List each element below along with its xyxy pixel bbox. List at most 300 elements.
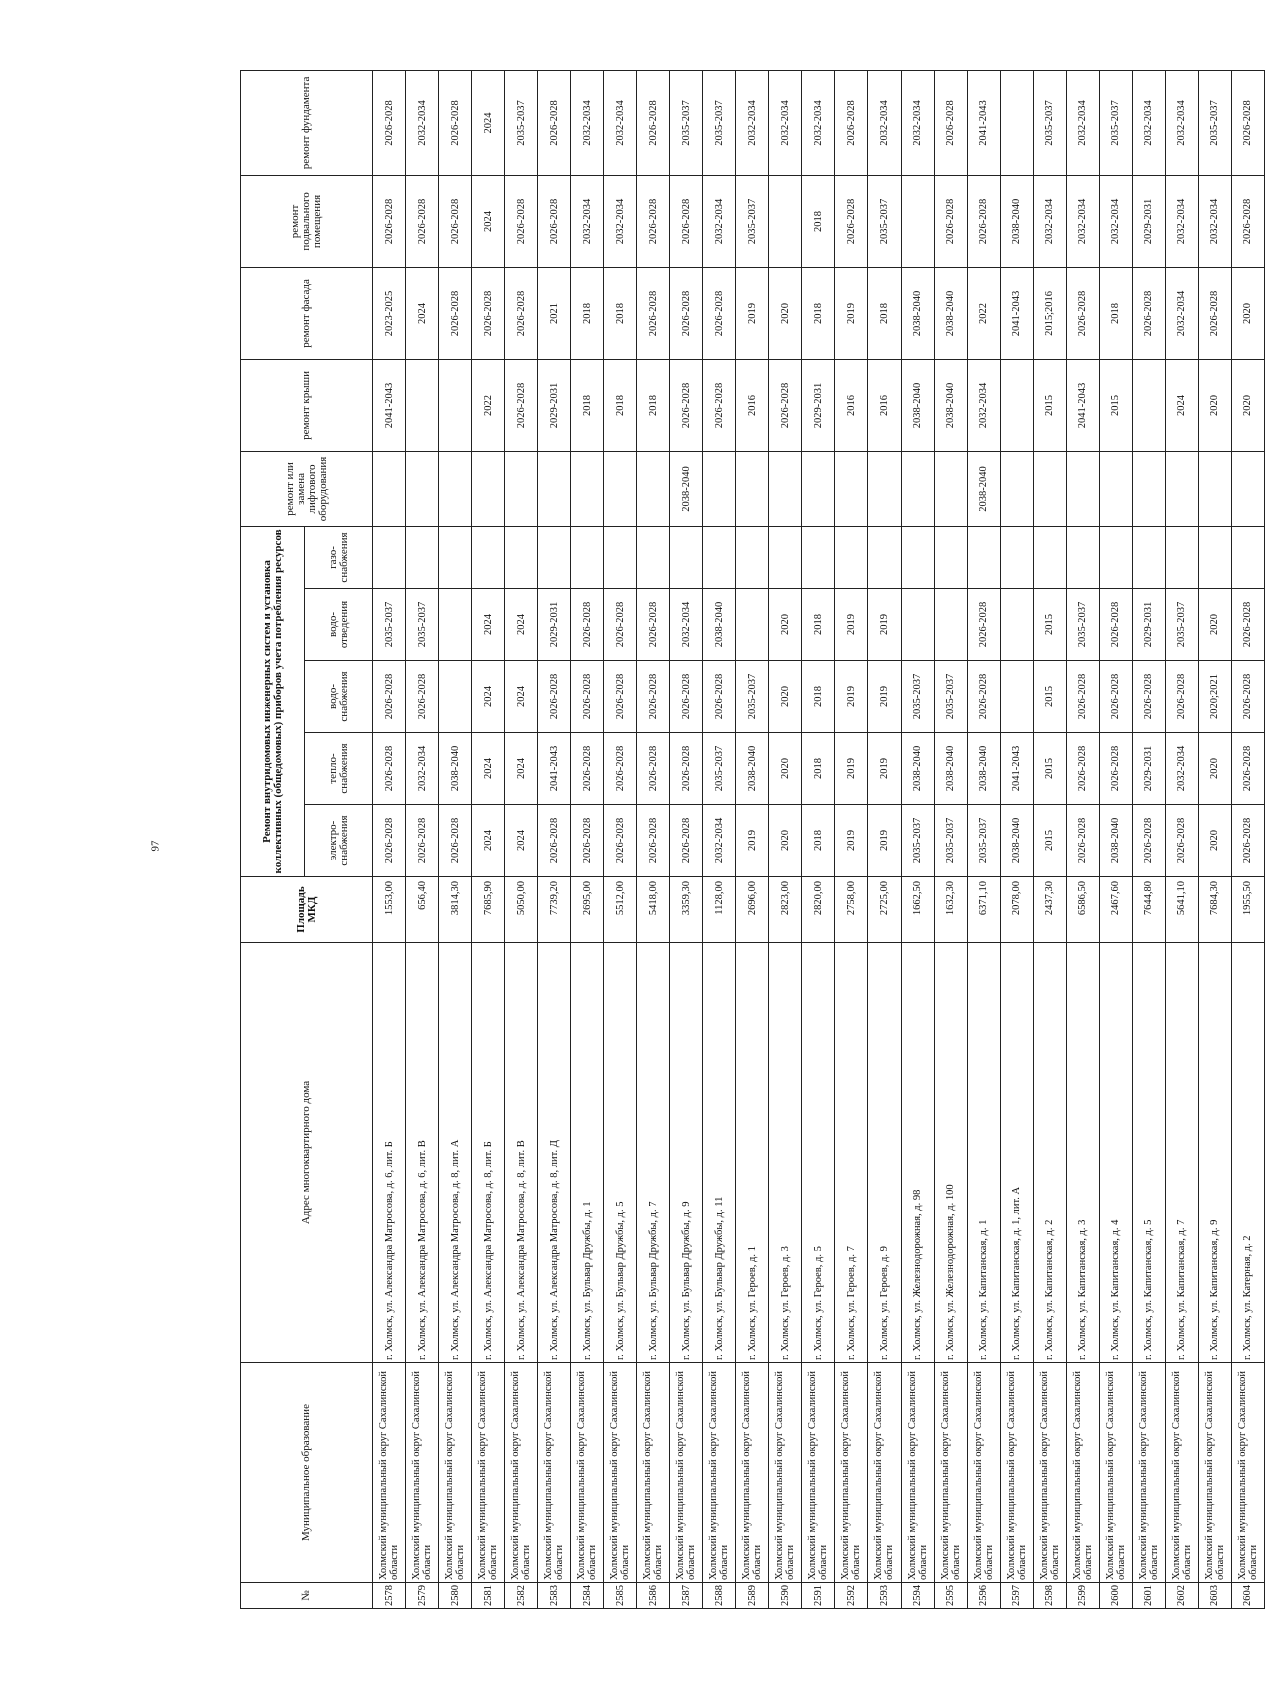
water-supply-cell: 2026-2028 [571,661,604,733]
table-row [670,70,703,1608]
roof-cell [1132,359,1165,451]
basement-cell: 2032-2034 [1033,175,1066,267]
heat-cell: 2038-2040 [439,733,472,805]
water-supply-cell: 2020 [769,661,802,733]
water-drain-cell: 2035-2037 [406,589,439,661]
water-supply-cell: 2035-2037 [901,661,934,733]
table-row [967,70,1000,1608]
area-cell: 5050,00 [505,877,538,943]
row-number: 2579 [406,1583,439,1609]
elevator-cell [373,451,406,526]
elevator-cell [1000,451,1033,526]
gas-cell [472,526,505,588]
foundation-cell: 2032-2034 [901,70,934,175]
header-water-supply: водо-снабжения [305,661,373,733]
water-drain-cell: 2035-2037 [1165,589,1198,661]
gas-cell [769,526,802,588]
gas-cell [1165,526,1198,588]
row-number: 2588 [703,1583,736,1609]
area-cell: 1662,50 [901,877,934,943]
table-row [802,70,835,1608]
basement-cell: 2026-2028 [1231,175,1264,267]
address-cell: г. Холмск, ул. Капитанская, д. 1, лит. А [1000,943,1033,1363]
electro-cell: 2032-2034 [703,805,736,877]
row-number: 2578 [373,1583,406,1609]
heat-cell: 2019 [835,733,868,805]
elevator-cell [802,451,835,526]
repair-schedule-table [240,70,1265,1609]
facade-cell: 2026-2028 [1132,267,1165,359]
basement-cell: 2035-2037 [868,175,901,267]
water-supply-cell: 2026-2028 [703,661,736,733]
facade-cell: 2023-2025 [373,267,406,359]
heat-cell: 2026-2028 [670,733,703,805]
water-supply-cell: 2026-2028 [670,661,703,733]
water-supply-cell: 2035-2037 [934,661,967,733]
area-cell: 1553,00 [373,877,406,943]
water-drain-cell [439,589,472,661]
water-supply-cell: 2026-2028 [1231,661,1264,733]
basement-cell: 2026-2028 [505,175,538,267]
municipality-cell: Холмский муниципальный округ Сахалинской области [1033,1363,1066,1583]
water-supply-cell: 2026-2028 [637,661,670,733]
facade-cell: 2020 [1231,267,1264,359]
gas-cell [1231,526,1264,588]
row-number: 2597 [1000,1583,1033,1609]
heat-cell: 2041-2043 [538,733,571,805]
roof-cell: 2026-2028 [769,359,802,451]
elevator-cell: 2038-2040 [670,451,703,526]
basement-cell: 2026-2028 [538,175,571,267]
row-number: 2589 [736,1583,769,1609]
foundation-cell: 2032-2034 [604,70,637,175]
table-row [604,70,637,1608]
table-row [439,70,472,1608]
water-drain-cell: 2032-2034 [670,589,703,661]
header-area: Площадь МКД [241,877,373,943]
address-cell: г. Холмск, ул. Капитанская, д. 1 [967,943,1000,1363]
foundation-cell: 2032-2034 [868,70,901,175]
water-drain-cell: 2018 [802,589,835,661]
rotated-table-container [240,76,1265,1609]
municipality-cell: Холмский муниципальный округ Сахалинской области [472,1363,505,1583]
elevator-cell [1198,451,1231,526]
electro-cell: 2020 [1198,805,1231,877]
basement-cell: 2032-2034 [1099,175,1132,267]
address-cell: г. Холмск, ул. Капитанская, д. 3 [1066,943,1099,1363]
water-supply-cell: 2026-2028 [373,661,406,733]
heat-cell: 2026-2028 [373,733,406,805]
area-cell: 6586,50 [1066,877,1099,943]
electro-cell: 2035-2037 [934,805,967,877]
table-row [1033,70,1066,1608]
table-row [736,70,769,1608]
electro-cell: 2026-2028 [1231,805,1264,877]
water-drain-cell [1000,589,1033,661]
heat-cell: 2026-2028 [637,733,670,805]
water-supply-cell: 2018 [802,661,835,733]
facade-cell: 2032-2034 [1165,267,1198,359]
header-municipality: Муниципальное образование [241,1363,373,1583]
electro-cell: 2026-2028 [571,805,604,877]
municipality-cell: Холмский муниципальный округ Сахалинской области [967,1363,1000,1583]
electro-cell: 2038-2040 [1099,805,1132,877]
water-drain-cell: 2024 [472,589,505,661]
elevator-cell [835,451,868,526]
gas-cell [868,526,901,588]
water-supply-cell: 2026-2028 [1099,661,1132,733]
roof-cell: 2015 [1033,359,1066,451]
foundation-cell: 2032-2034 [769,70,802,175]
area-cell: 2725,00 [868,877,901,943]
row-number: 2599 [1066,1583,1099,1609]
basement-cell: 2026-2028 [373,175,406,267]
table-row [1165,70,1198,1608]
basement-cell: 2018 [802,175,835,267]
municipality-cell: Холмский муниципальный округ Сахалинской области [703,1363,736,1583]
water-drain-cell: 2038-2040 [703,589,736,661]
address-cell: г. Холмск, ул. Капитанская, д. 7 [1165,943,1198,1363]
gas-cell [1066,526,1099,588]
facade-cell: 2024 [406,267,439,359]
table-row [703,70,736,1608]
electro-cell: 2019 [835,805,868,877]
elevator-cell [769,451,802,526]
header-gas: газо-снабжения [305,526,373,588]
water-supply-cell: 2026-2028 [604,661,637,733]
header-num: № [241,1583,373,1609]
basement-cell: 2032-2034 [604,175,637,267]
roof-cell: 2026-2028 [670,359,703,451]
roof-cell: 2038-2040 [934,359,967,451]
municipality-cell: Холмский муниципальный округ Сахалинской области [835,1363,868,1583]
heat-cell: 2018 [802,733,835,805]
heat-cell: 2038-2040 [967,733,1000,805]
facade-cell: 2022 [967,267,1000,359]
foundation-cell: 2026-2028 [934,70,967,175]
water-drain-cell: 2035-2037 [373,589,406,661]
foundation-cell: 2026-2028 [538,70,571,175]
facade-cell: 2015;2016 [1033,267,1066,359]
elevator-cell [604,451,637,526]
elevator-cell [406,451,439,526]
gas-cell [439,526,472,588]
area-cell: 5512,00 [604,877,637,943]
heat-cell: 2029-2031 [1132,733,1165,805]
roof-cell: 2018 [637,359,670,451]
water-drain-cell: 2035-2037 [1066,589,1099,661]
water-drain-cell: 2020 [1198,589,1231,661]
address-cell: г. Холмск, ул. Александра Матросова, д. 8, лит. А [439,943,472,1363]
table-row [868,70,901,1608]
roof-cell [406,359,439,451]
facade-cell: 2026-2028 [439,267,472,359]
municipality-cell: Холмский муниципальный округ Сахалинской области [1132,1363,1165,1583]
table-row [472,70,505,1608]
heat-cell: 2020 [1198,733,1231,805]
roof-cell: 2022 [472,359,505,451]
foundation-cell: 2035-2037 [1198,70,1231,175]
elevator-cell [934,451,967,526]
area-cell: 2820,00 [802,877,835,943]
basement-cell: 2029-2031 [1132,175,1165,267]
municipality-cell: Холмский муниципальный округ Сахалинской области [406,1363,439,1583]
foundation-cell: 2026-2028 [637,70,670,175]
elevator-cell [868,451,901,526]
basement-cell [901,175,934,267]
foundation-cell: 2035-2037 [670,70,703,175]
header-basement: ремонт подвального помещения [241,175,373,267]
table-row [1132,70,1165,1608]
foundation-cell: 2032-2034 [1165,70,1198,175]
electro-cell: 2019 [736,805,769,877]
heat-cell: 2026-2028 [1066,733,1099,805]
water-drain-cell: 2026-2028 [1099,589,1132,661]
electro-cell: 2026-2028 [1165,805,1198,877]
roof-cell: 2018 [604,359,637,451]
address-cell: г. Холмск, ул. Капитанская, д. 4 [1099,943,1132,1363]
address-cell: г. Холмск, ул. Катерная, д. 2 [1231,943,1264,1363]
electro-cell: 2026-2028 [373,805,406,877]
roof-cell: 2020 [1198,359,1231,451]
municipality-cell: Холмский муниципальный округ Сахалинской области [1000,1363,1033,1583]
facade-cell: 2026-2028 [670,267,703,359]
municipality-cell: Холмский муниципальный округ Сахалинской области [934,1363,967,1583]
address-cell: г. Холмск, ул. Александра Матросова, д. 6, лит. Б [373,943,406,1363]
water-supply-cell: 2026-2028 [1132,661,1165,733]
municipality-cell: Холмский муниципальный округ Сахалинской области [538,1363,571,1583]
row-number: 2581 [472,1583,505,1609]
roof-cell: 2026-2028 [505,359,538,451]
heat-cell: 2026-2028 [571,733,604,805]
water-supply-cell: 2015 [1033,661,1066,733]
elevator-cell [505,451,538,526]
electro-cell: 2026-2028 [1132,805,1165,877]
basement-cell: 2026-2028 [967,175,1000,267]
header-water-drain: водо-отведения [305,589,373,661]
basement-cell: 2026-2028 [637,175,670,267]
roof-cell: 2018 [571,359,604,451]
electro-cell: 2026-2028 [406,805,439,877]
water-drain-cell: 2026-2028 [571,589,604,661]
roof-cell: 2015 [1099,359,1132,451]
header-electro: электро-снабжения [305,805,373,877]
address-cell: г. Холмск, ул. Бульвар Дружбы, д. 7 [637,943,670,1363]
elevator-cell [1132,451,1165,526]
gas-cell [505,526,538,588]
water-supply-cell: 2024 [505,661,538,733]
electro-cell: 2026-2028 [670,805,703,877]
municipality-cell: Холмский муниципальный округ Сахалинской области [802,1363,835,1583]
roof-cell: 2029-2031 [538,359,571,451]
water-supply-cell: 2035-2037 [736,661,769,733]
heat-cell: 2019 [868,733,901,805]
water-drain-cell [934,589,967,661]
electro-cell: 2026-2028 [439,805,472,877]
basement-cell: 2032-2034 [1066,175,1099,267]
area-cell: 7685,90 [472,877,505,943]
water-supply-cell: 2026-2028 [967,661,1000,733]
basement-cell [769,175,802,267]
row-number: 2603 [1198,1583,1231,1609]
roof-cell: 2016 [868,359,901,451]
water-drain-cell: 2026-2028 [1231,589,1264,661]
water-drain-cell: 2015 [1033,589,1066,661]
table-row [1000,70,1033,1608]
row-number: 2584 [571,1583,604,1609]
water-supply-cell: 2026-2028 [1165,661,1198,733]
water-drain-cell: 2024 [505,589,538,661]
water-supply-cell [1000,661,1033,733]
row-number: 2596 [967,1583,1000,1609]
elevator-cell [703,451,736,526]
table-row [835,70,868,1608]
heat-cell: 2026-2028 [1099,733,1132,805]
facade-cell: 2019 [736,267,769,359]
water-drain-cell: 2019 [868,589,901,661]
area-cell: 1955,50 [1231,877,1264,943]
address-cell: г. Холмск, ул. Бульвар Дружбы, д. 5 [604,943,637,1363]
gas-cell [1000,526,1033,588]
facade-cell: 2038-2040 [934,267,967,359]
heat-cell: 2038-2040 [934,733,967,805]
foundation-cell: 2024 [472,70,505,175]
row-number: 2591 [802,1583,835,1609]
heat-cell: 2032-2034 [406,733,439,805]
address-cell: г. Холмск, ул. Бульвар Дружбы, д. 1 [571,943,604,1363]
basement-cell: 2032-2034 [703,175,736,267]
foundation-cell: 2032-2034 [736,70,769,175]
area-cell: 2695,00 [571,877,604,943]
roof-cell: 2038-2040 [901,359,934,451]
facade-cell: 2026-2028 [1198,267,1231,359]
foundation-cell: 2026-2028 [439,70,472,175]
water-supply-cell: 2019 [835,661,868,733]
water-drain-cell: 2020 [769,589,802,661]
address-cell: г. Холмск, ул. Александра Матросова, д. 8, лит. Д [538,943,571,1363]
table-row [373,70,406,1608]
foundation-cell: 2035-2037 [1099,70,1132,175]
water-drain-cell: 2026-2028 [637,589,670,661]
facade-cell: 2021 [538,267,571,359]
facade-cell: 2026-2028 [703,267,736,359]
gas-cell [802,526,835,588]
municipality-cell: Холмский муниципальный округ Сахалинской области [373,1363,406,1583]
foundation-cell: 2035-2037 [703,70,736,175]
gas-cell [1099,526,1132,588]
municipality-cell: Холмский муниципальный округ Сахалинской области [1231,1363,1264,1583]
basement-cell: 2024 [472,175,505,267]
basement-cell: 2038-2040 [1000,175,1033,267]
foundation-cell: 2035-2037 [505,70,538,175]
roof-cell: 2024 [1165,359,1198,451]
basement-cell: 2035-2037 [736,175,769,267]
foundation-cell: 2035-2037 [1033,70,1066,175]
elevator-cell [571,451,604,526]
foundation-cell: 2026-2028 [1231,70,1264,175]
electro-cell: 2035-2037 [967,805,1000,877]
facade-cell: 2019 [835,267,868,359]
gas-cell [571,526,604,588]
municipality-cell: Холмский муниципальный округ Сахалинской области [736,1363,769,1583]
gas-cell [835,526,868,588]
foundation-cell: 2041-2043 [967,70,1000,175]
page-number: 97 [149,840,162,852]
row-number: 2582 [505,1583,538,1609]
address-cell: г. Холмск, ул. Капитанская, д. 5 [1132,943,1165,1363]
address-cell: г. Холмск, ул. Бульвар Дружбы, д. 11 [703,943,736,1363]
gas-cell [538,526,571,588]
municipality-cell: Холмский муниципальный округ Сахалинской области [571,1363,604,1583]
heat-cell: 2032-2034 [1165,733,1198,805]
water-drain-cell: 2019 [835,589,868,661]
basement-cell: 2032-2034 [1198,175,1231,267]
area-cell: 2696,00 [736,877,769,943]
water-supply-cell [439,661,472,733]
elevator-cell [1033,451,1066,526]
electro-cell: 2026-2028 [604,805,637,877]
municipality-cell: Холмский муниципальный округ Сахалинской области [505,1363,538,1583]
water-drain-cell [736,589,769,661]
elevator-cell [439,451,472,526]
table-row [1198,70,1231,1608]
heat-cell: 2038-2040 [901,733,934,805]
heat-cell: 2020 [769,733,802,805]
water-drain-cell: 2026-2028 [604,589,637,661]
area-cell: 2823,00 [769,877,802,943]
water-drain-cell: 2029-2031 [1132,589,1165,661]
elevator-cell [1231,451,1264,526]
header-address: Адрес многоквартирного дома [241,943,373,1363]
elevator-cell [901,451,934,526]
row-number: 2590 [769,1583,802,1609]
address-cell: г. Холмск, ул. Железнодорожная, д. 100 [934,943,967,1363]
gas-cell [604,526,637,588]
row-number: 2595 [934,1583,967,1609]
row-number: 2587 [670,1583,703,1609]
row-number: 2580 [439,1583,472,1609]
electro-cell: 2020 [769,805,802,877]
elevator-cell [472,451,505,526]
area-cell: 2758,00 [835,877,868,943]
table-row [571,70,604,1608]
municipality-cell: Холмский муниципальный округ Сахалинской области [637,1363,670,1583]
header-foundation: ремонт фундамента [241,70,373,175]
row-number: 2601 [1132,1583,1165,1609]
municipality-cell: Холмский муниципальный округ Сахалинской области [604,1363,637,1583]
roof-cell [1000,359,1033,451]
row-number: 2592 [835,1583,868,1609]
roof-cell: 2020 [1231,359,1264,451]
electro-cell: 2026-2028 [538,805,571,877]
row-number: 2600 [1099,1583,1132,1609]
roof-cell: 2016 [835,359,868,451]
elevator-cell: 2038-2040 [967,451,1000,526]
row-number: 2598 [1033,1583,1066,1609]
municipality-cell: Холмский муниципальный округ Сахалинской области [1198,1363,1231,1583]
roof-cell: 2026-2028 [703,359,736,451]
address-cell: г. Холмск, ул. Героев, д. 9 [868,943,901,1363]
water-drain-cell [901,589,934,661]
roof-cell [439,359,472,451]
heat-cell: 2041-2043 [1000,733,1033,805]
table-row [637,70,670,1608]
header-elevator: ремонт или замена лифтового оборудования [241,451,373,526]
elevator-cell [1099,451,1132,526]
heat-cell: 2026-2028 [1231,733,1264,805]
basement-cell: 2032-2034 [571,175,604,267]
municipality-cell: Холмский муниципальный округ Сахалинской области [1165,1363,1198,1583]
